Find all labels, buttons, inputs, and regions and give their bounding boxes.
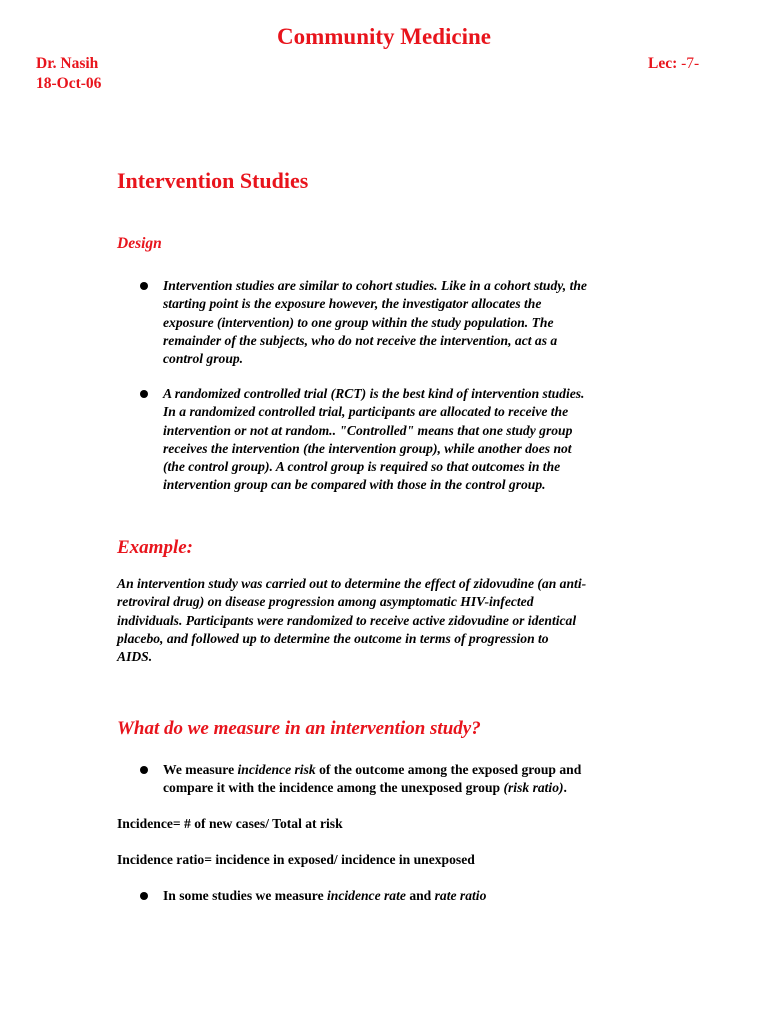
text-line: placebo, and followed up to determine the outcome in terms of progression to [117,630,549,646]
text-line: Intervention studies are similar to cohort studies. Like in a cohort study, the [163,278,587,293]
text-line: A randomized controlled trial (RCT) is the best kind of intervention studies. [163,386,585,401]
incidence-ratio-formula: Incidence ratio= incidence in exposed/ incidence in unexposed [117,852,475,867]
emphasis-text: rate ratio [434,888,487,903]
text-run: . [563,780,567,796]
text-line: control group. [163,351,244,367]
measure-bullet-1 [163,761,703,798]
section-title: Intervention Studies [117,168,309,193]
text-run: We measure [163,762,238,777]
lecture-number [648,55,699,73]
example-heading: Example: [117,537,193,558]
course-title: Community Medicine [276,24,491,49]
example-paragraph [117,575,717,666]
emphasis-text: incidence rate [327,888,406,903]
lecture-date: 18-Oct-06 [36,75,102,92]
text-line [163,761,703,779]
text-run: and [405,888,435,903]
design-bullet-2 [163,385,703,495]
text-line: An intervention study was carried out to determine the effect of zidovudine (an anti- [117,576,587,591]
text-line: intervention group can be compared with those in the control group. [163,477,546,493]
bullet-icon [140,766,148,774]
bullet-icon [140,390,148,398]
text-line: retroviral drug) on disease progression among asymptomatic HIV-infected [117,594,534,610]
measure-heading: What do we measure in an intervention study? [117,718,481,739]
design-heading: Design [117,235,162,252]
text-line: receives the intervention (the intervention group), while another does not [163,440,572,456]
lecture-label: Lec: [648,55,678,72]
text-run: In some studies we measure [163,888,328,903]
emphasis-text: incidence risk [237,762,316,777]
text-line: starting point is the exposure however, the investigator allocates the [163,296,542,312]
text-line [163,779,703,797]
text-run: compare it with the incidence among the unexposed group [163,780,504,796]
measure-bullet-2 [163,887,703,905]
author-name: Dr. Nasih [36,55,99,72]
text-line: In a randomized controlled trial, participants are allocated to receive the [163,404,569,420]
incidence-formula: Incidence= # of new cases/ Total at risk [117,816,343,831]
text-line: remainder of the subjects, who do not receive the intervention, act as a [163,332,558,348]
bullet-icon [140,892,148,900]
text-line: individuals. Participants were randomized to receive active zidovudine or identical [117,612,577,628]
text-line [163,887,703,905]
text-line: (the control group). A control group is required so that outcomes in the [163,459,561,475]
text-line: AIDS. [117,649,153,665]
text-line: exposure (intervention) to one group within the study population. The [163,314,554,330]
lecture-value: -7- [681,55,700,72]
text-run: of the outcome among the exposed group and [315,762,582,777]
design-bullet-1 [163,277,703,368]
emphasis-text: (risk ratio) [503,780,564,796]
bullet-icon [140,282,148,290]
text-line: intervention or not at random.. "Controlled" means that one study group [163,422,573,438]
